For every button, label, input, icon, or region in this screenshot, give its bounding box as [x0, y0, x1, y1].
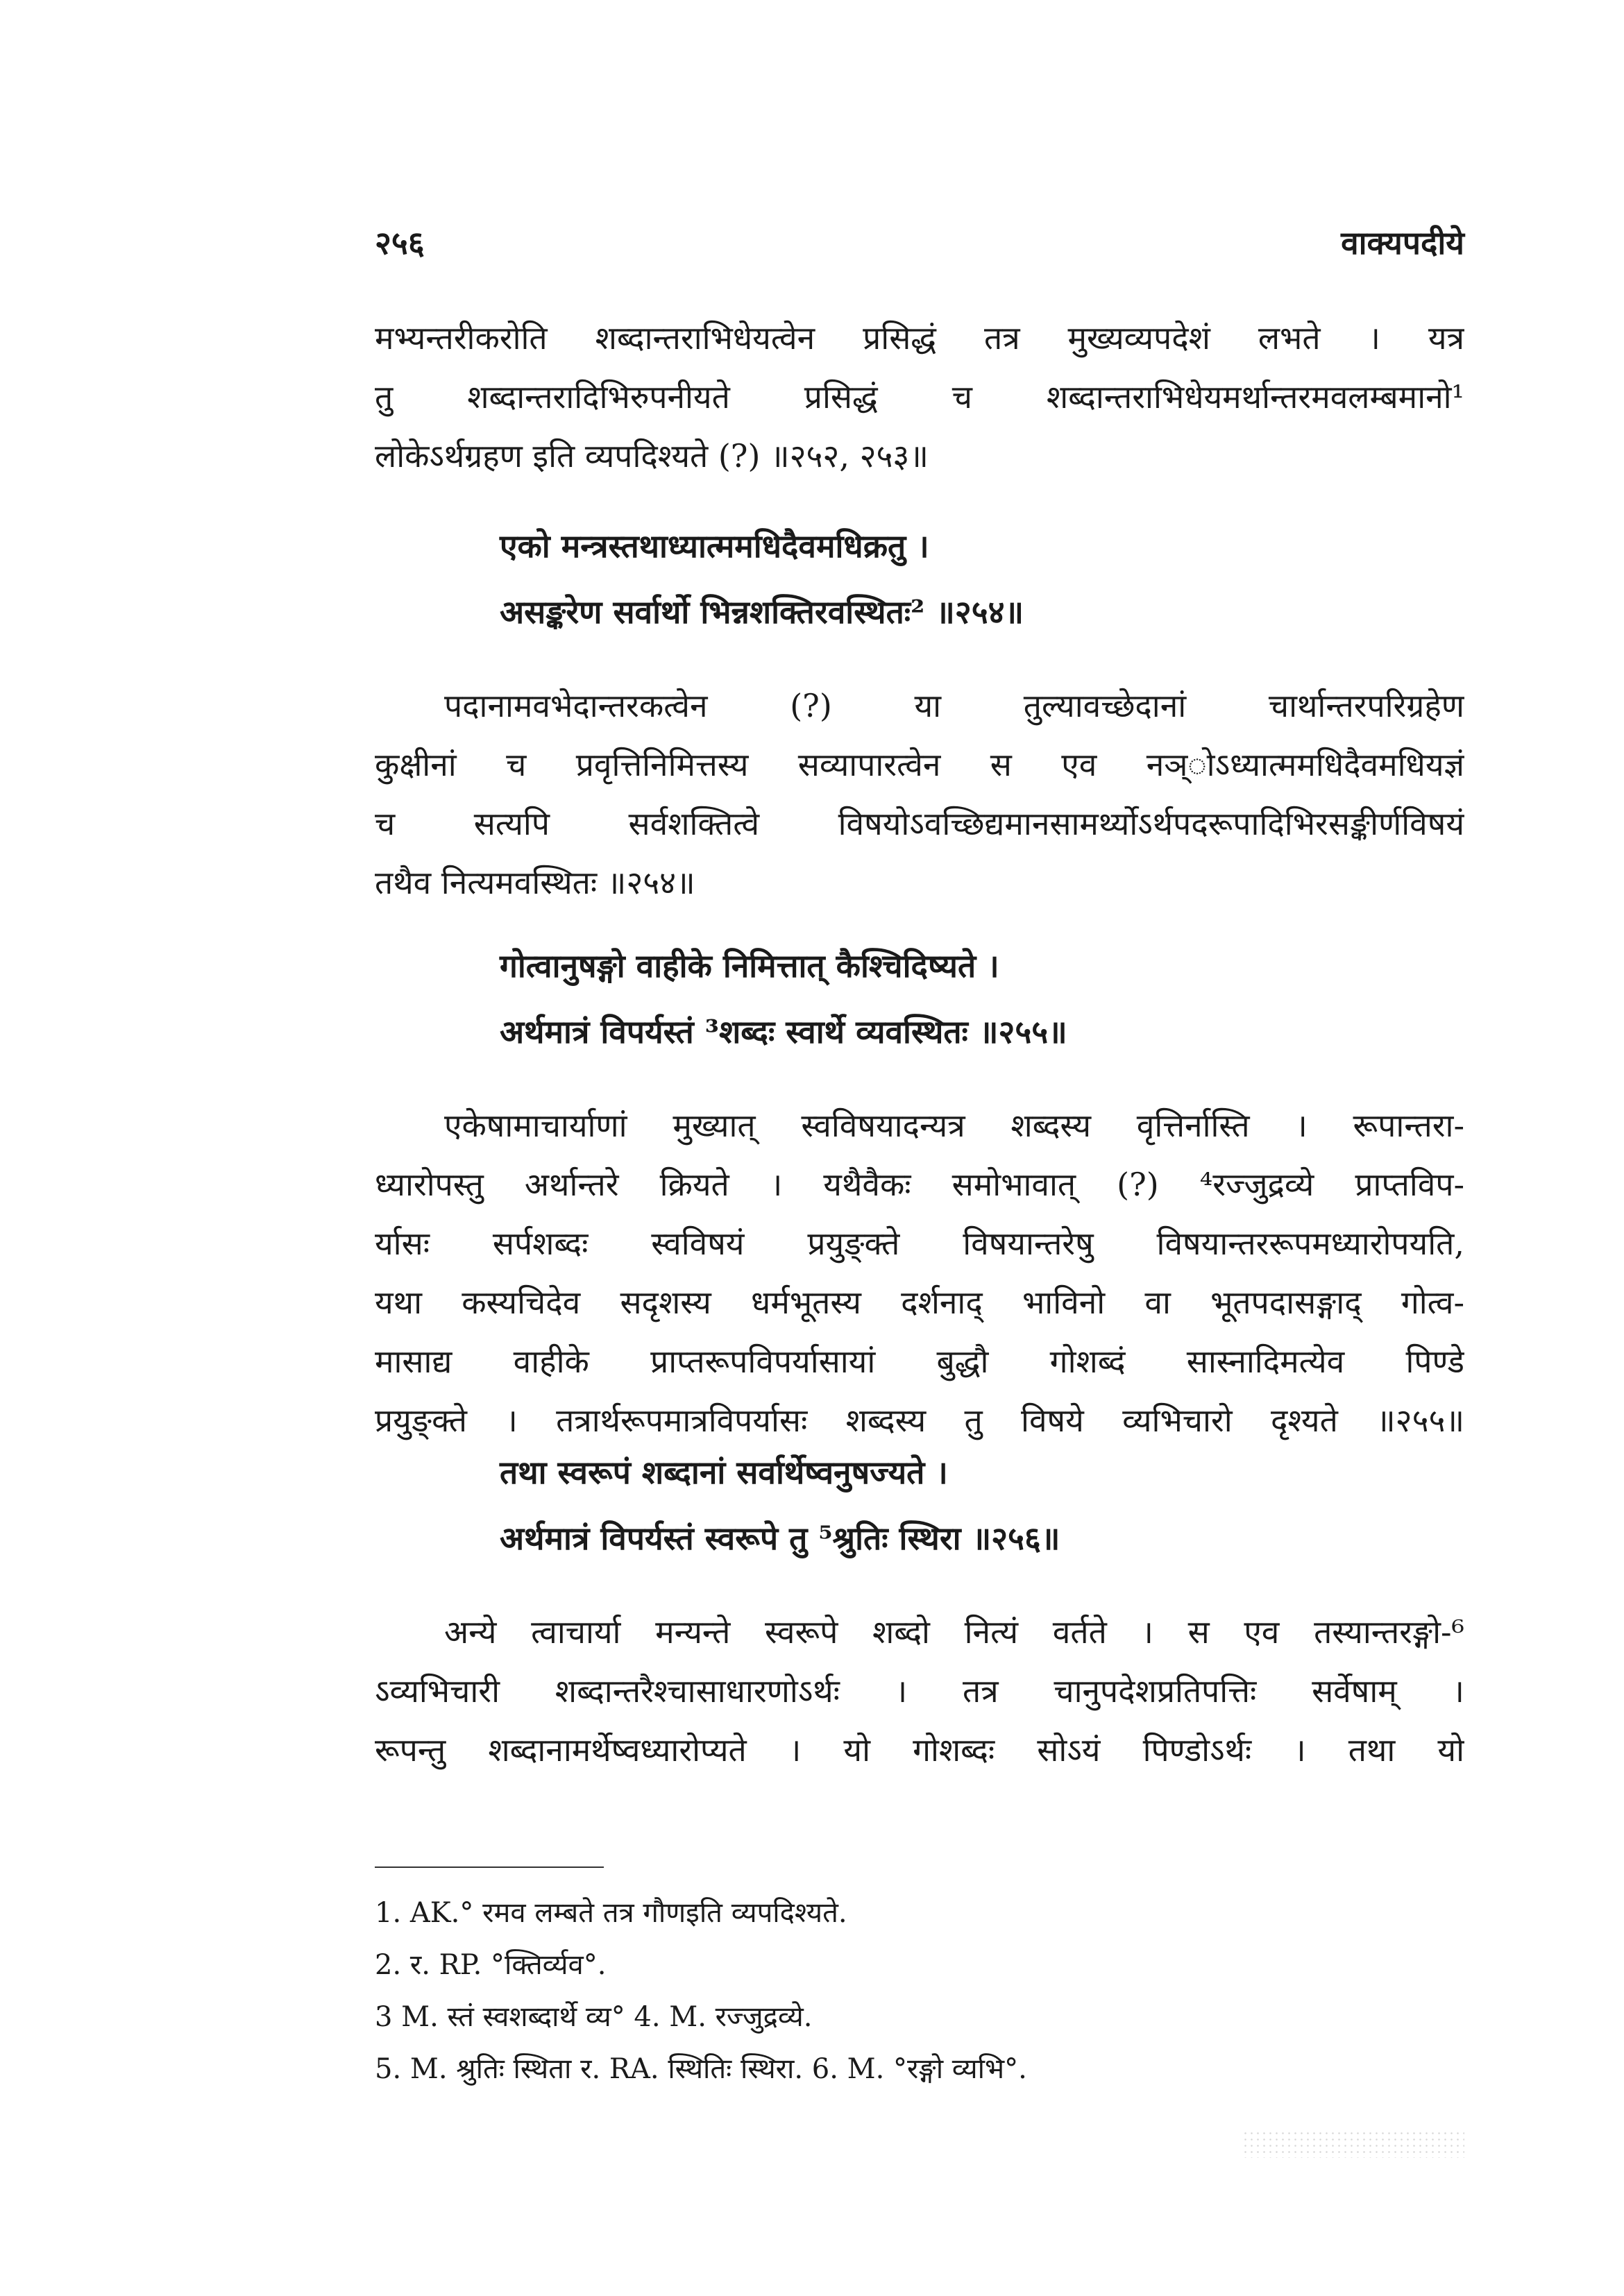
text-line: च सत्यपि सर्वशक्तित्वे विषयोऽवच्छिद्यमानसामर्थ्योऽर्थपदरूपादिभिरसङ्कीर्णविषयं [375, 805, 1464, 842]
page-number: २५६ [375, 224, 425, 262]
verse-line: गोत्वानुषङ्गो वाहीके निमित्तात् कैश्चिदिष्यते । [500, 947, 999, 985]
footnote: 1. AK.° रमव लम्बते तत्र गौणइति व्यपदिश्यते. [375, 1897, 847, 1929]
text-line: एकेषामाचार्याणां मुख्यात् स्वविषयादन्यत्र शब्दस्य वृत्तिर्नास्ति । रूपान्तरा- [444, 1107, 1464, 1144]
text-line: पदानामवभेदान्तरकत्वेन (?) या तुल्यावच्छेदानां चार्थान्तरपरिग्रहेण [444, 687, 1464, 724]
commentary-paragraph-1 [375, 309, 1464, 486]
text-line: ऽव्यभिचारी शब्दान्तरैश्चासाधारणोऽर्थः । तत्र चानुपदेशप्रतिपत्तिः सर्वेषाम् । [375, 1672, 1464, 1710]
text-line: अन्ये त्वाचार्या मन्यन्ते स्वरूपे शब्दो नित्यं वर्तते । स एव तस्यान्तरङ्गो-⁶ [444, 1613, 1464, 1651]
running-title: वाक्यपदीये [1341, 224, 1464, 262]
footnotes [375, 1887, 1464, 2095]
verse-254 [500, 513, 1437, 645]
verse-line: अर्थमात्रं विपर्यस्तं ³शब्दः स्वार्थे व्यवस्थितः ॥२५५॥ [500, 1013, 1067, 1051]
footnote: 2. र. RP. °क्तिर्व्यव°. [375, 1949, 607, 1981]
text-line: प्रयुङ्क्ते । तत्रार्थरूपमात्रविपर्यासः शब्दस्य तु विषये व्यभिचारो दृश्यते ॥२५५॥ [375, 1402, 1464, 1439]
text-line: तु शब्दान्तरादिभिरुपनीयते प्रसिद्धं च शब्दान्तराभिधेयमर्थान्तरमवलम्बमानो¹ [375, 378, 1464, 416]
text-line: मभ्यन्तरीकरोति शब्दान्तराभिधेयत्वेन प्रसिद्धं तत्र मुख्यव्यपदेशं लभते । यत्र [375, 319, 1464, 357]
footnote-divider [375, 1866, 604, 1868]
text-line: कुक्षीनां च प्रवृत्तिनिमित्तस्य सव्यापारत्वेन स एव नञ्ोऽध्यात्ममधिदैवमधियज्ञं [375, 746, 1464, 783]
text-line: ध्यारोपस्तु अर्थान्तरे क्रियते । यथैवैकः समोभावात् (?) ⁴रज्जुद्रव्ये प्राप्तविप- [375, 1166, 1464, 1203]
footnote: 5. M. श्रुतिः स्थिता र. RA. स्थितिः स्थिरा. 6. M. °रङ्गो व्यभि°. [375, 2053, 1027, 2085]
text-line: तथैव नित्यमवस्थितः ॥२५४॥ [375, 864, 695, 901]
commentary-paragraph-4 [375, 1603, 1464, 1780]
verse-line: तथा स्वरूपं शब्दानां सर्वार्थेष्वनुषज्यते । [500, 1454, 948, 1491]
text-line: रूपन्तु शब्दानामर्थेष्वध्यारोप्यते । यो गोशब्दः सोऽयं पिण्डोऽर्थः । तथा यो [375, 1731, 1464, 1769]
verse-line: एको मन्त्रस्तथाध्यात्ममधिदैवमधिक्रतु । [500, 527, 929, 565]
page-header [375, 221, 1464, 269]
text-line: मासाद्य वाहीके प्राप्तरूपविपर्यासायां बुद्धौ गोशब्दं सास्नादिमत्येव पिण्डे [375, 1343, 1464, 1380]
commentary-paragraph-3 [375, 1096, 1464, 1450]
text-line: र्यासः सर्पशब्दः स्वविषयं प्रयुङ्क्ते विषयान्तरेषु विषयान्तररूपमध्यारोपयति, [375, 1225, 1464, 1262]
text-line: यथा कस्यचिदेव सदृशस्य धर्मभूतस्य दर्शनाद् भाविनो वा भूतपदासङ्गाद् गोत्व- [375, 1284, 1464, 1321]
commentary-paragraph-2 [375, 677, 1464, 912]
verse-line: असङ्करेण सर्वार्थो भिन्नशक्तिरवस्थितः² ॥२५४॥ [500, 593, 1024, 631]
verse-255 [500, 933, 1437, 1065]
verse-line: अर्थमात्रं विपर्यस्तं स्वरूपे तु ⁵श्रुतिः स्थिरा ॥२५६॥ [500, 1520, 1060, 1557]
verse-256 [500, 1440, 1437, 1572]
scan-noise [1242, 2130, 1464, 2158]
footnote: 3 M. स्तं स्वशब्दार्थे व्य° 4. M. रज्जुद्रव्ये. [375, 2001, 813, 2033]
text-line: लोकेऽर्थग्रहण इति व्यपदिश्यते (?) ॥२५२, २५३॥ [375, 437, 929, 475]
